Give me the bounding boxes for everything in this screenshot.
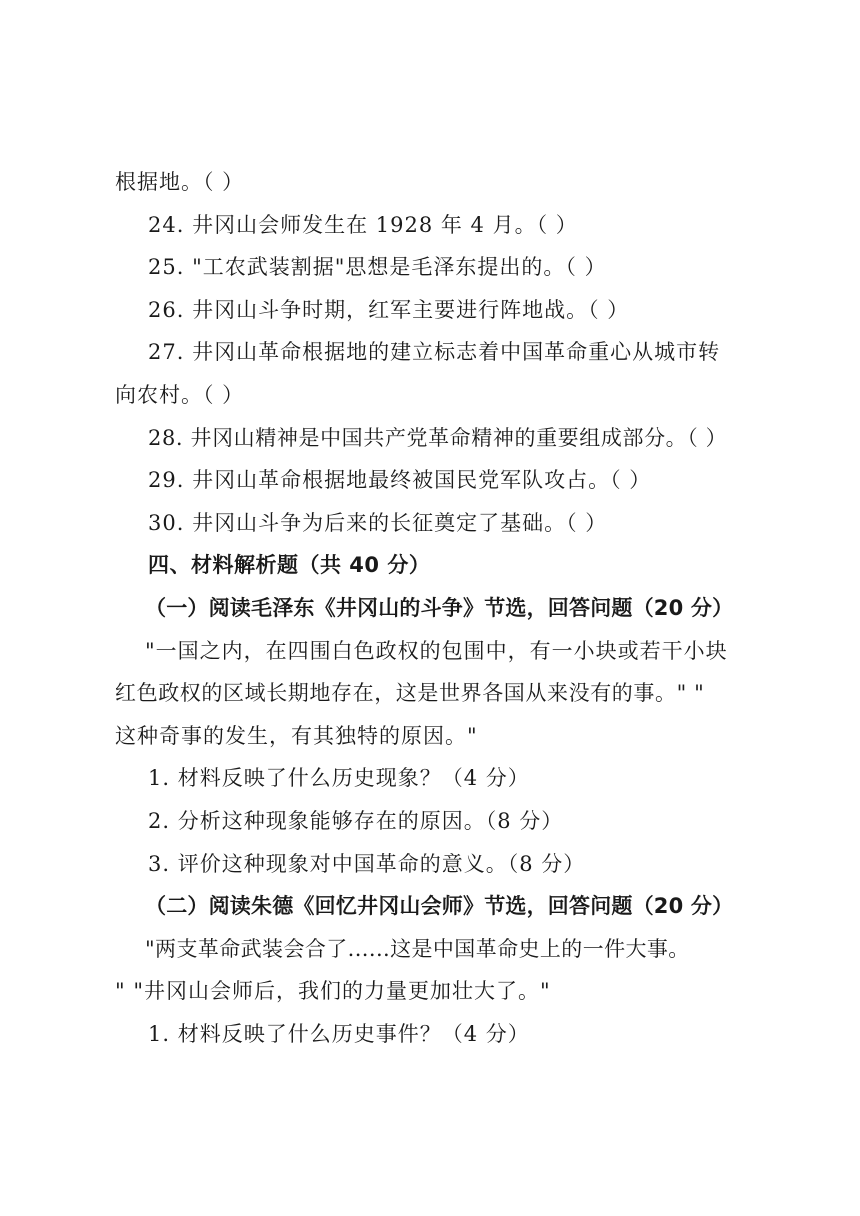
subsection-2-heading: （二）阅读朱德《回忆井冈山会师》节选，回答问题（20 分） (145, 894, 734, 919)
question-27-line-2: 向农村。（ ） (115, 382, 245, 407)
subsection-1-question-2: 2. 分析这种现象能够存在的原因。（8 分） (148, 808, 564, 833)
subsection-1-question-3: 3. 评价这种现象对中国革命的意义。（8 分） (148, 851, 586, 876)
quote-1-line-3: 这种奇事的发生，有其独特的原因。" (115, 723, 478, 748)
document-page (115, 161, 755, 1055)
question-29: 29. 井冈山革命根据地最终被国民党军队攻占。（ ） (148, 468, 652, 493)
question-25: 25. "工农武装割据"思想是毛泽东提出的。（ ） (148, 255, 607, 280)
quote-2-line-1: "两支革命武装会合了......这是中国革命史上的一件大事。 (145, 936, 690, 961)
subsection-1-question-1: 1. 材料反映了什么历史现象？（4 分） (148, 766, 530, 791)
question-28: 28. 井冈山精神是中国共产党革命精神的重要组成部分。（ ） (148, 425, 728, 450)
question-27-line-1: 27. 井冈山革命根据地的建立标志着中国革命重心从城市转 (148, 340, 721, 365)
quote-1-line-1: "一国之内，在四围白色政权的包围中，有一小块或若干小块 (145, 638, 728, 663)
quote-1-line-2: 红色政权的区域长期地存在，这是世界各国从来没有的事。" " (115, 681, 705, 706)
question-24: 24. 井冈山会师发生在 1928 年 4 月。（ ） (148, 212, 578, 237)
quote-2-line-2: " "井冈山会师后，我们的力量更加壮大了。" (115, 979, 551, 1004)
question-30: 30. 井冈山斗争为后来的长征奠定了基础。（ ） (148, 510, 608, 535)
question-26: 26. 井冈山斗争时期，红军主要进行阵地战。（ ） (148, 297, 630, 322)
section-4-heading: 四、材料解析题（共 40 分） (148, 553, 431, 578)
question-23-continuation: 根据地。（ ） (115, 170, 245, 194)
subsection-2-question-1: 1. 材料反映了什么历史事件？（4 分） (148, 1021, 530, 1046)
subsection-1-heading: （一）阅读毛泽东《井冈山的斗争》节选，回答问题（20 分） (145, 595, 734, 620)
